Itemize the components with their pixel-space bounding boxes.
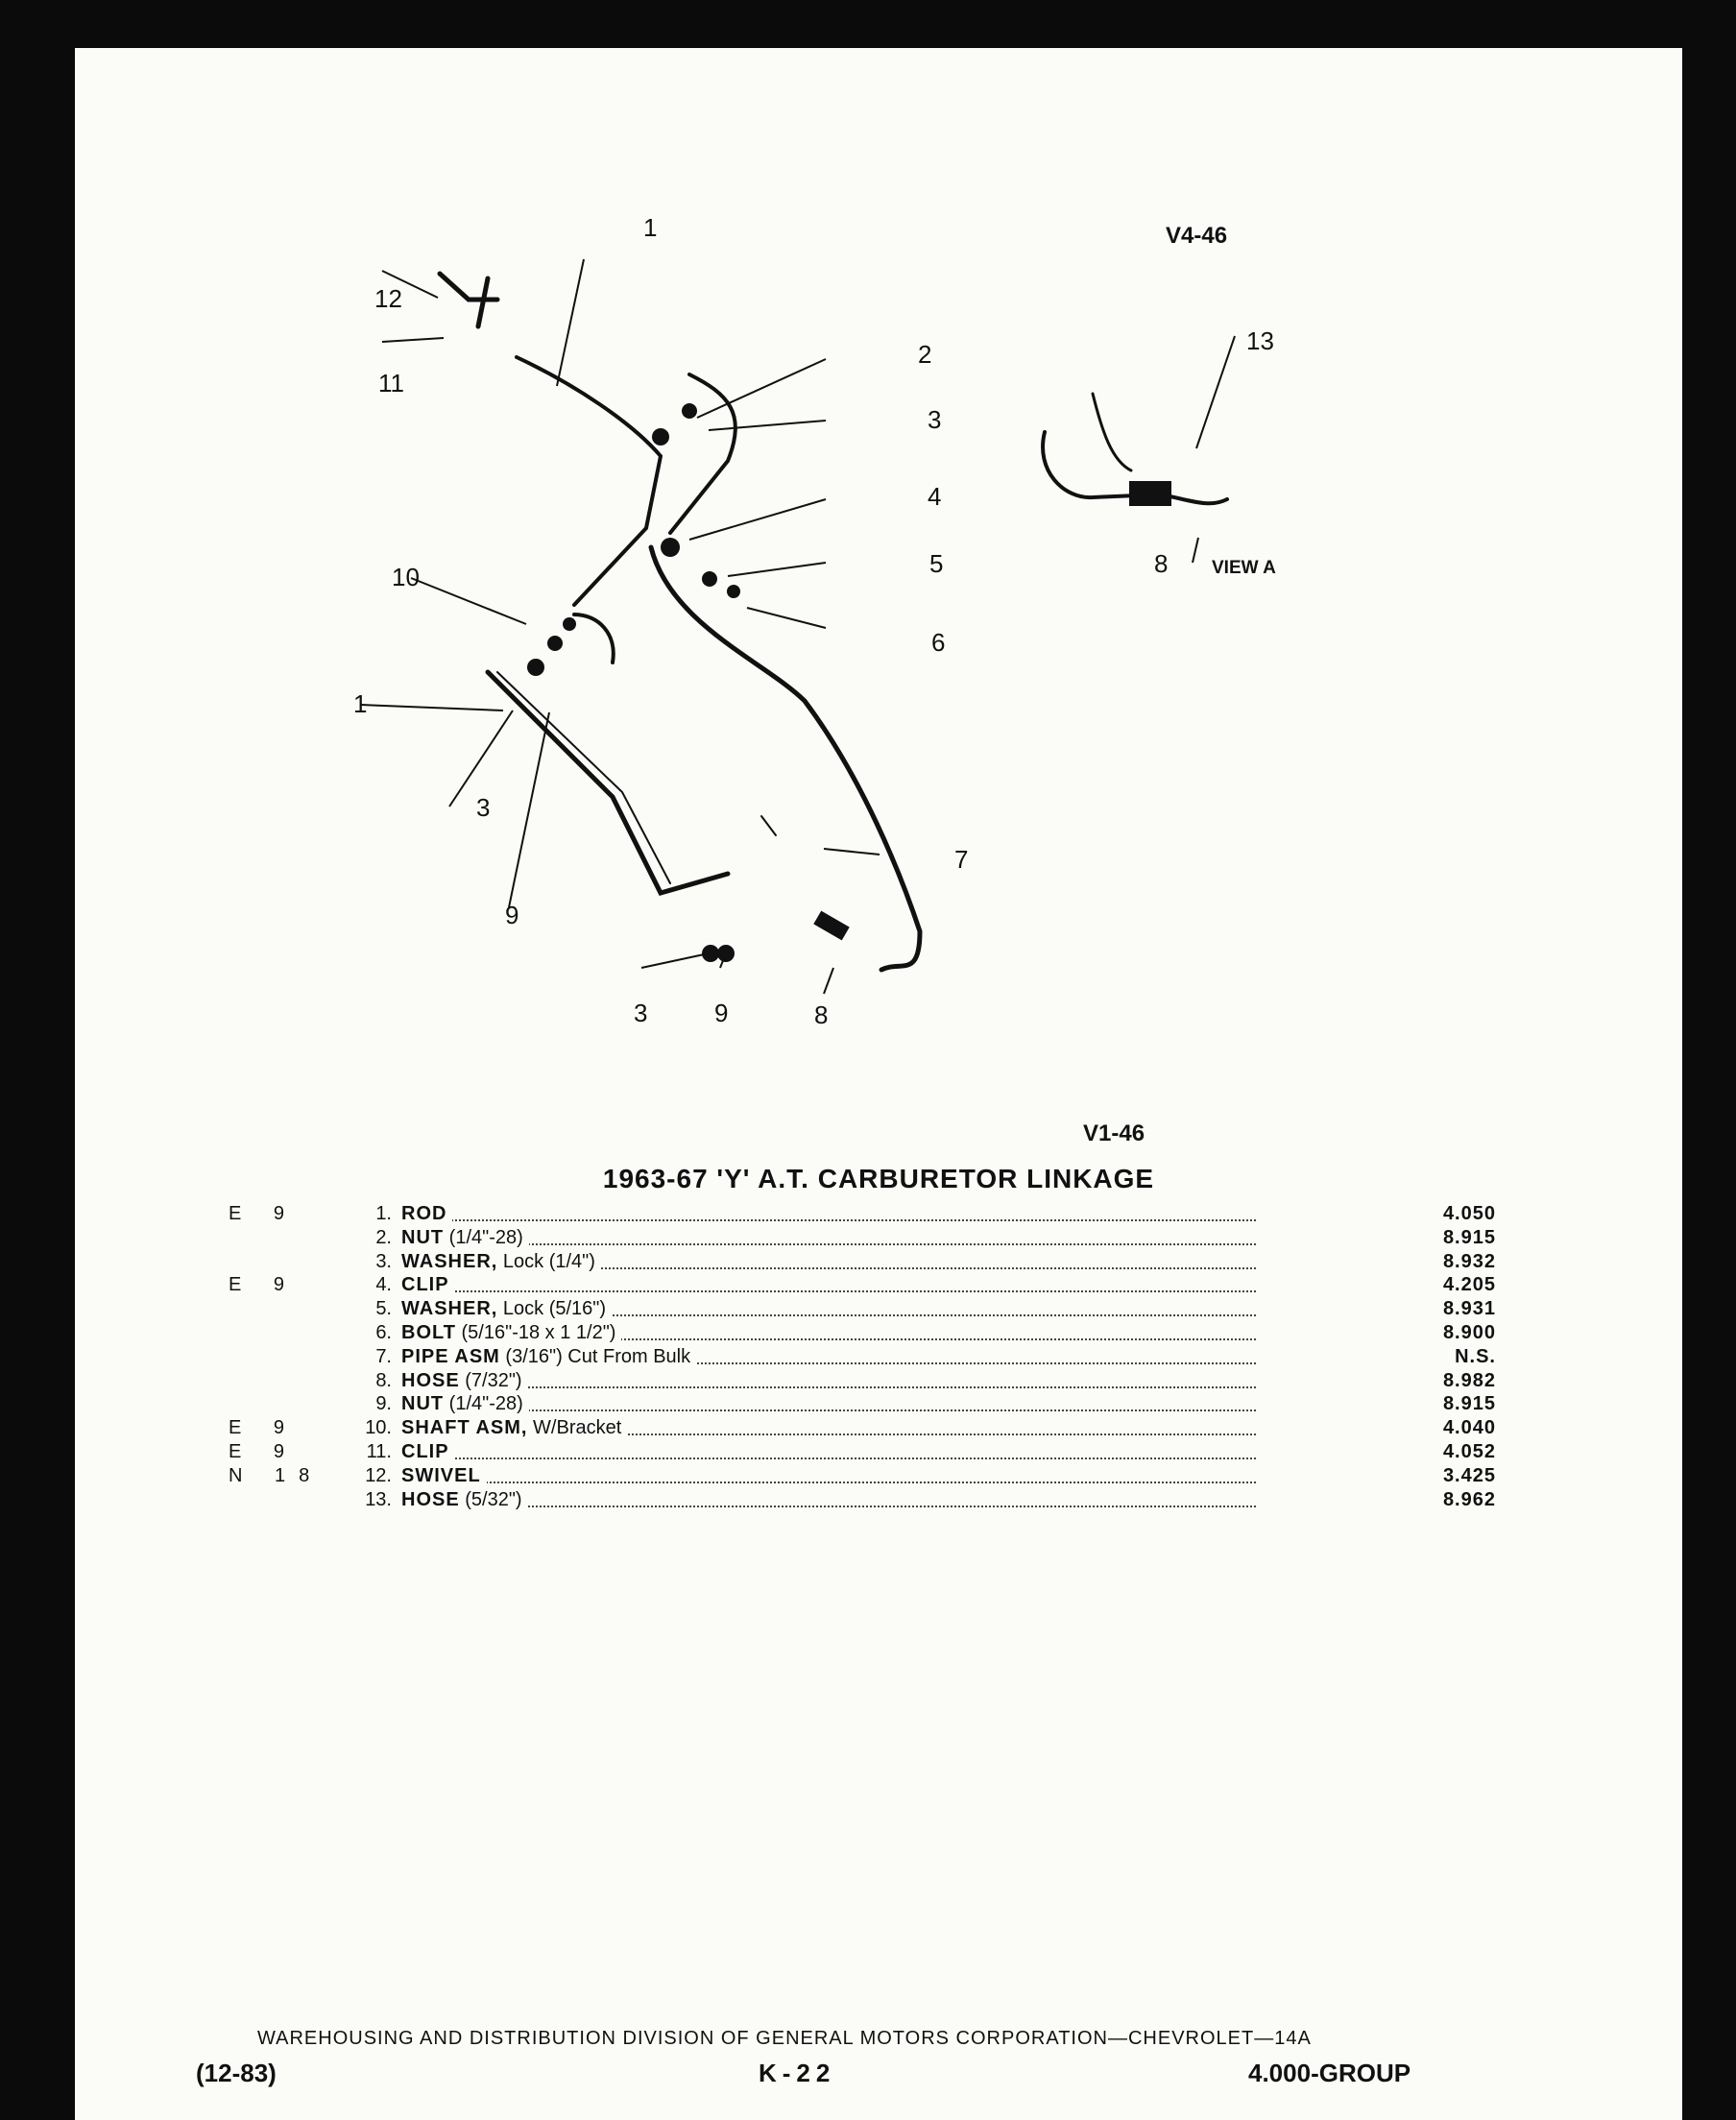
part-number: 11. — [366, 1440, 392, 1462]
leader-dots — [401, 1488, 1256, 1507]
part-number: 10. — [365, 1417, 392, 1439]
part-group-number: 8.962 — [1442, 1488, 1496, 1510]
rod-lower — [488, 672, 728, 893]
part-spec: (5/16"-18 x 1 1/2") — [461, 1321, 616, 1343]
callout-6: 6 — [931, 628, 946, 657]
part-spec: (1/4"-28) — [448, 1393, 523, 1415]
part-code: N 18 — [229, 1464, 324, 1486]
callout-2: 2 — [918, 340, 932, 369]
part-number: 1. — [375, 1203, 392, 1224]
callout-5: 5 — [929, 549, 944, 578]
pipe-main — [651, 547, 920, 970]
swivel — [440, 274, 497, 326]
parts-row — [229, 1464, 1534, 1488]
parts-list — [229, 1202, 1534, 1511]
part-name: ROD — [401, 1203, 447, 1224]
view-a-label: VIEW A — [1212, 558, 1276, 578]
callout-3-top: 3 — [928, 405, 942, 434]
part-number: 4. — [375, 1274, 392, 1296]
part-number: 5. — [375, 1298, 392, 1320]
parts-row — [229, 1440, 1534, 1464]
parts-row — [229, 1369, 1534, 1393]
rod-upper — [517, 357, 661, 605]
leader-dots — [401, 1440, 1256, 1459]
part-group-number: 8.932 — [1442, 1250, 1496, 1272]
footer-group: 4.000-GROUP — [1248, 2059, 1411, 2087]
part-group-number: 3.425 — [1442, 1464, 1496, 1486]
callout-8-bottom: 8 — [814, 1000, 829, 1029]
part-group-number: N.S. — [1455, 1345, 1496, 1367]
callout-1-lower: 1 — [353, 689, 368, 718]
footer-division: WAREHOUSING AND DISTRIBUTION DIVISION OF GENERAL MOTORS CORPORATION—CHEVROLET—14A — [257, 2028, 1312, 2049]
callout-1-top: 1 — [643, 213, 658, 242]
diagram-code-top: V4-46 — [1166, 223, 1228, 249]
parts-row — [229, 1273, 1534, 1297]
parts-row — [229, 1226, 1534, 1250]
part-number: 6. — [375, 1321, 392, 1343]
part-name: BOLT — [401, 1321, 456, 1343]
part-group-number: 8.931 — [1442, 1298, 1496, 1320]
part-group-number: 8.915 — [1442, 1393, 1496, 1415]
callout-7: 7 — [954, 845, 969, 874]
part-name: HOSE — [401, 1488, 460, 1510]
leader-dots — [401, 1464, 1256, 1483]
part-number: 12. — [365, 1464, 392, 1486]
part-name: SHAFT ASM, — [401, 1417, 528, 1439]
callout-13: 13 — [1246, 326, 1274, 355]
part-name: SWIVEL — [401, 1464, 481, 1486]
part-name: CLIP — [401, 1440, 449, 1462]
callout-9-bottom: 9 — [714, 999, 729, 1027]
part-code: E 9 — [229, 1203, 299, 1224]
part-number: 7. — [375, 1345, 392, 1367]
parts-row — [229, 1416, 1534, 1440]
leader-dots — [401, 1369, 1256, 1388]
part-name: NUT — [401, 1226, 445, 1248]
part-number: 9. — [375, 1393, 392, 1415]
part-name: WASHER, — [401, 1250, 498, 1272]
callout-8-view: 8 — [1154, 549, 1169, 578]
part-spec: (1/4"-28) — [448, 1226, 523, 1248]
part-code: E 9 — [229, 1274, 299, 1296]
leader-dots — [401, 1392, 1256, 1411]
leader-dots — [401, 1202, 1256, 1221]
part-spec: (3/16") Cut From Bulk — [505, 1345, 691, 1367]
parts-row — [229, 1321, 1534, 1345]
callout-3-bottom: 3 — [634, 999, 648, 1027]
part-name: WASHER, — [401, 1298, 498, 1320]
part-group-number: 8.900 — [1442, 1321, 1496, 1343]
part-name: PIPE ASM — [401, 1345, 500, 1367]
parts-row — [229, 1345, 1534, 1369]
parts-row — [229, 1202, 1534, 1226]
part-number: 3. — [375, 1250, 392, 1272]
catalog-page — [75, 48, 1682, 2120]
part-number: 8. — [375, 1369, 392, 1391]
part-group-number: 8.915 — [1442, 1226, 1496, 1248]
diagram-code-bottom: V1-46 — [1083, 1120, 1145, 1146]
part-group-number: 4.040 — [1442, 1417, 1496, 1439]
shaft — [574, 614, 614, 662]
leader-dots — [401, 1273, 1256, 1292]
part-group-number: 4.205 — [1442, 1274, 1496, 1296]
leader-dots — [401, 1226, 1256, 1245]
callout-12: 12 — [374, 284, 402, 313]
parts-row — [229, 1392, 1534, 1416]
part-spec: Lock (5/16") — [502, 1298, 607, 1320]
callout-9-left: 9 — [505, 901, 519, 929]
part-name: HOSE — [401, 1369, 460, 1391]
part-group-number: 8.982 — [1442, 1369, 1496, 1391]
callout-10: 10 — [392, 563, 420, 591]
part-group-number: 4.050 — [1442, 1203, 1496, 1224]
part-number: 13. — [365, 1488, 392, 1510]
footer-date: (12-83) — [196, 2059, 277, 2087]
part-spec: (5/32") — [465, 1488, 522, 1510]
parts-row — [229, 1297, 1534, 1321]
carburetor-linkage-diagram — [75, 48, 1682, 1152]
part-spec: W/Bracket — [533, 1417, 622, 1439]
callout-11: 11 — [378, 369, 404, 398]
part-code: E 9 — [229, 1440, 299, 1462]
part-name: CLIP — [401, 1274, 449, 1296]
part-group-number: 4.052 — [1442, 1440, 1496, 1462]
footer-page-number: K-22 — [759, 2059, 836, 2087]
part-code: E 9 — [229, 1417, 299, 1439]
page-title: 1963-67 'Y' A.T. CARBURETOR LINKAGE — [602, 1164, 1155, 1193]
part-name: NUT — [401, 1393, 445, 1415]
part-number: 2. — [375, 1226, 392, 1248]
parts-row — [229, 1250, 1534, 1274]
part-spec: Lock (1/4") — [502, 1250, 595, 1272]
pipe-upper — [670, 374, 735, 533]
parts-row — [229, 1488, 1534, 1512]
callout-3-left: 3 — [476, 793, 491, 822]
part-spec: (7/32") — [465, 1369, 522, 1391]
callout-4: 4 — [928, 482, 942, 511]
